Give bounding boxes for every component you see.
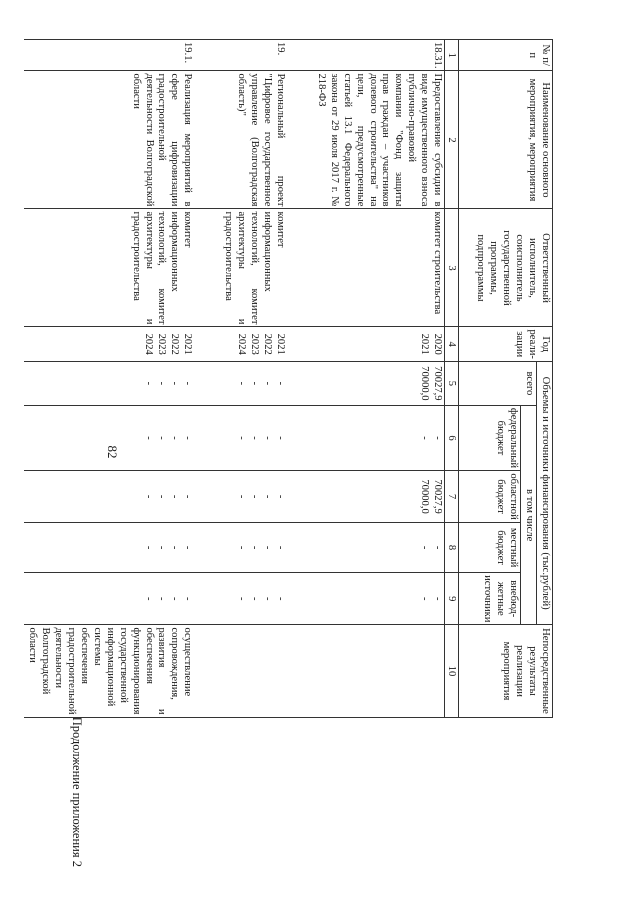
cell-value: - (419, 545, 431, 550)
cell-value: 2023 (248, 333, 260, 355)
row-executor: комитет информационных технологий, комитет архитектуры и градостроительства (220, 209, 287, 327)
cell-value: - (274, 545, 286, 550)
cell-value: - (261, 596, 273, 601)
header-offbudget: внебюд-жетные источники (459, 573, 521, 625)
table-header (445, 40, 553, 718)
cell-value: - (143, 436, 155, 440)
row-result: осуществление сопровождения, развития и обеспечения функционирования государственной информационной системы обеспечения градостроительной деятельности Волгоградской области (24, 625, 194, 717)
col-number: 2 (445, 71, 459, 209)
cell-value: - (248, 436, 260, 440)
row-activity-name: Предоставление субсидии в виде имущественного взноса публично-правовой компании "Фонд защиты прав граждан – участников долевого строительства" на цели, предусмотренные статьей 13.1 Федерального закона от 29 июля 2017 г. № 218-ФЗ (313, 71, 445, 209)
cell-value: 2024 (235, 333, 247, 355)
col-number: 3 (445, 209, 459, 327)
header-year: Год реали-зации (459, 327, 553, 361)
cell-value: 70027,9 (432, 479, 444, 514)
cell-value: - (274, 494, 286, 499)
row-result (220, 625, 287, 717)
row-years (220, 327, 287, 361)
cell-value: 2021 (182, 333, 194, 355)
cell-value: - (274, 436, 286, 440)
col-number: 4 (445, 327, 459, 361)
header-local: местный бюджет (459, 523, 521, 573)
cell-value: 2022 (261, 333, 273, 355)
cell-value: 70000,0 (419, 479, 431, 514)
row-years (313, 327, 445, 361)
table-row (313, 40, 445, 718)
funding-table (24, 39, 553, 718)
cell-value: - (274, 596, 286, 601)
cell-value: - (274, 381, 286, 386)
row-local (220, 523, 287, 573)
header-funding: Объемы и источники финансирования (тыс.рублей) (537, 361, 553, 625)
cell-value: - (169, 436, 181, 440)
cell-value: - (156, 494, 168, 499)
col-number: 7 (445, 471, 459, 523)
cell-value: - (261, 436, 273, 440)
col-number: 10 (445, 625, 459, 717)
cell-value: - (143, 494, 155, 499)
cell-value: - (169, 494, 181, 499)
cell-value: - (156, 381, 168, 386)
cell-value: - (169, 596, 181, 601)
row-number: 18.31. (313, 40, 445, 71)
cell-value: - (432, 436, 444, 440)
cell-value: - (235, 381, 247, 386)
cell-value: 2024 (143, 333, 155, 355)
row-offbudget (313, 573, 445, 625)
cell-value: - (235, 494, 247, 499)
cell-value: - (419, 596, 431, 601)
row-federal (24, 405, 194, 470)
cell-value: - (235, 545, 247, 550)
row-result (313, 625, 445, 717)
header-executor: Ответственный исполнитель, соисполнитель государственной программы, подпрограммы (459, 209, 553, 327)
row-local (24, 523, 194, 573)
table-row (220, 40, 287, 718)
cell-value: 2021 (419, 333, 431, 355)
cell-value: - (182, 494, 194, 499)
cell-value: - (432, 545, 444, 550)
cell-value: - (248, 596, 260, 601)
row-federal (220, 405, 287, 470)
row-executor: комитет строительства (313, 209, 445, 327)
cell-value: - (248, 381, 260, 386)
cell-value: - (182, 596, 194, 601)
row-spacer (194, 40, 220, 718)
cell-value: - (419, 436, 431, 440)
cell-value: 70000,0 (419, 366, 431, 401)
cell-value: - (143, 545, 155, 550)
cell-value: - (169, 545, 181, 550)
table-body (24, 40, 444, 718)
row-total (24, 361, 194, 405)
column-number-row (445, 40, 459, 718)
header-name: Наименование основного мероприятия, мероприятия (459, 71, 553, 209)
col-number: 1 (445, 40, 459, 71)
row-local (313, 523, 445, 573)
cell-value: 70027,9 (432, 366, 444, 401)
col-number: 9 (445, 573, 459, 625)
cell-value: - (261, 381, 273, 386)
cell-value: - (261, 545, 273, 550)
row-activity-name: Региональный проект "Цифровое государственное управление (Волгоградская область)" (220, 71, 287, 209)
col-number: 5 (445, 361, 459, 405)
page-number: 82 (105, 445, 120, 459)
row-regional (220, 471, 287, 523)
row-spacer (287, 40, 313, 718)
header-num: № п/п (459, 40, 553, 71)
cell-value: - (261, 494, 273, 499)
row-number: 19. (220, 40, 287, 71)
header-results: Непосредственные результаты реализации мероприятия (459, 625, 553, 717)
header-total: всего (459, 361, 537, 405)
cell-value: 2023 (156, 333, 168, 355)
cell-value: - (182, 436, 194, 440)
col-number: 8 (445, 523, 459, 573)
cell-value: - (169, 381, 181, 386)
continuation-caption: Продолжение приложения 2 (70, 716, 84, 867)
cell-value: - (248, 494, 260, 499)
row-offbudget (24, 573, 194, 625)
cell-value: - (143, 381, 155, 386)
cell-value: 2021 (274, 333, 286, 355)
header-in-that: в том числе (521, 405, 537, 625)
row-executor: комитет информационных технологий, комитет архитектуры и градостроительства (24, 209, 194, 327)
cell-value: - (156, 545, 168, 550)
cell-value: - (182, 545, 194, 550)
row-number: 19.1. (24, 40, 194, 71)
row-total (313, 361, 445, 405)
row-activity-name: Реализация мероприятий в сфере цифровизации градостроительной деятельности Волгоградской области (24, 71, 194, 209)
cell-value: - (248, 545, 260, 550)
header-federal: федеральный бюджет (459, 405, 521, 470)
cell-value: 2022 (169, 333, 181, 355)
header-regional: областной бюджет (459, 471, 521, 523)
cell-value: 2020 (432, 333, 444, 355)
col-number: 6 (445, 405, 459, 470)
table-row (24, 40, 194, 718)
row-years (24, 327, 194, 361)
row-federal (313, 405, 445, 470)
cell-value: - (156, 596, 168, 601)
cell-value: - (235, 596, 247, 601)
row-total (220, 361, 287, 405)
cell-value: - (182, 381, 194, 386)
cell-value: - (235, 436, 247, 440)
row-regional (24, 471, 194, 523)
cell-value: - (432, 596, 444, 601)
cell-value: - (143, 596, 155, 601)
cell-value: - (156, 436, 168, 440)
row-offbudget (220, 573, 287, 625)
row-regional (313, 471, 445, 523)
